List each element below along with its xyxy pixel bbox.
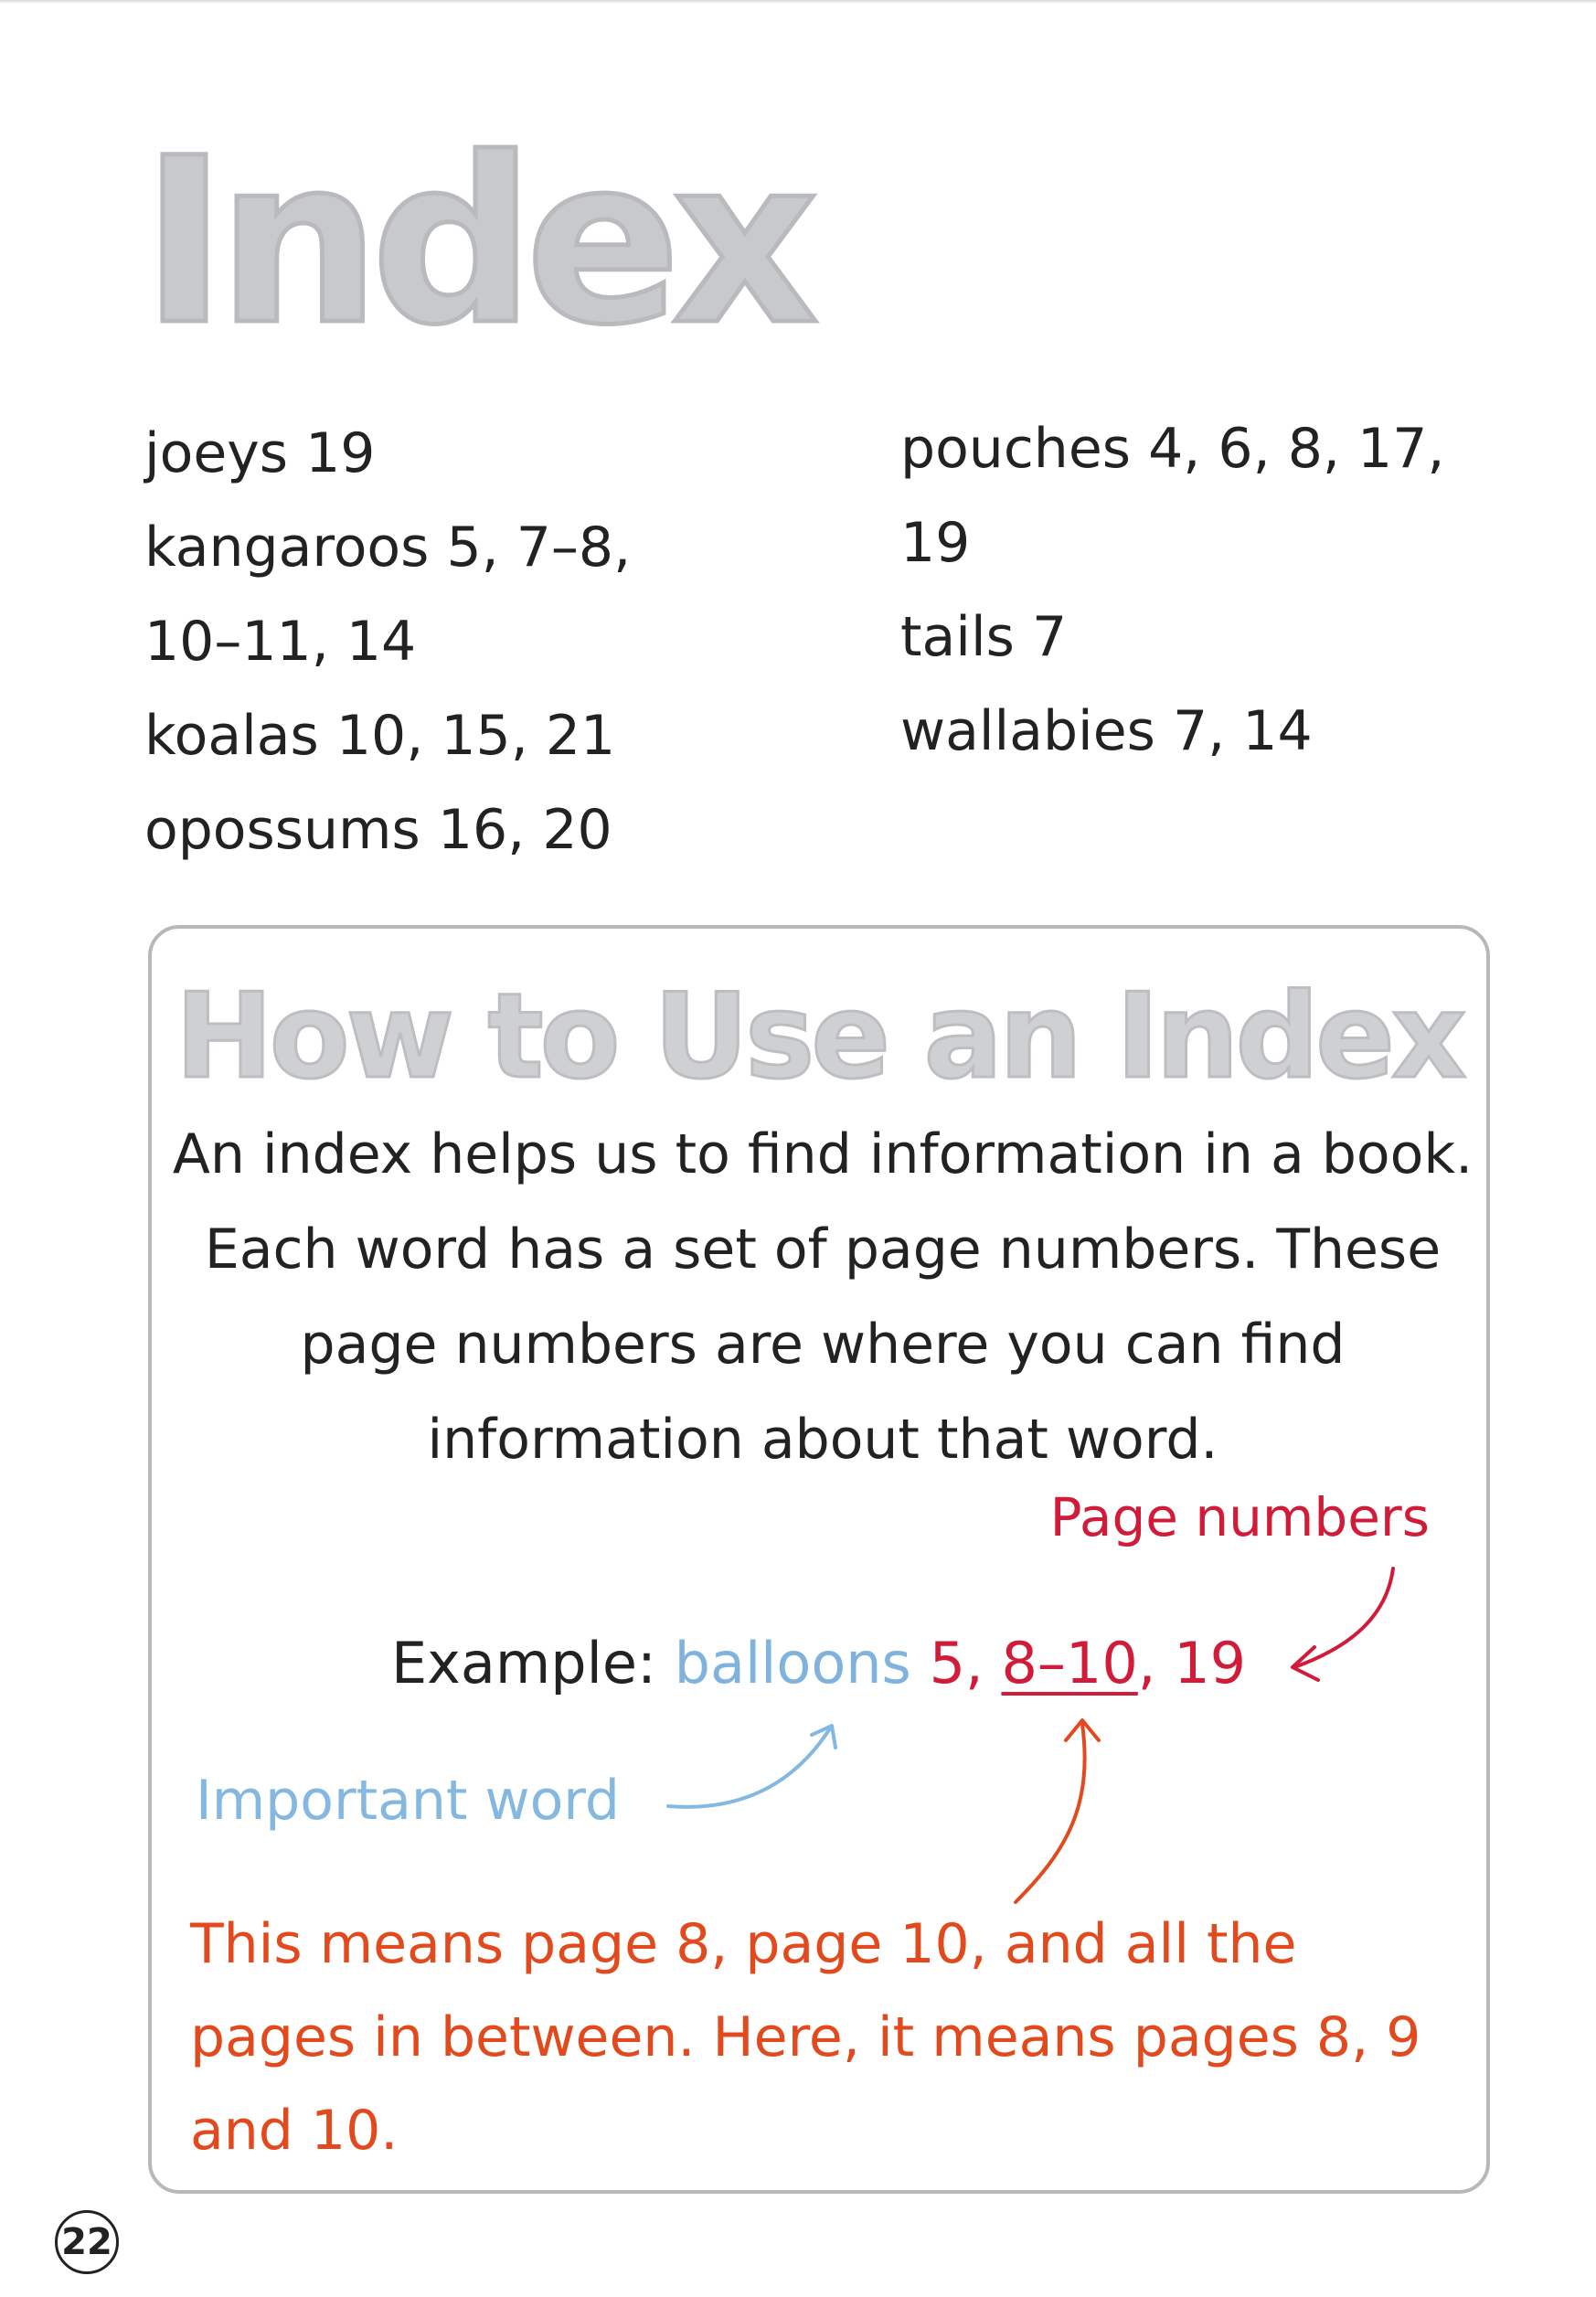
annotation-arrows (152, 929, 1494, 2197)
example-important-word: balloons (674, 1630, 911, 1696)
index-entry: wallabies 7, 14 (900, 699, 1313, 763)
arrow-page-range-icon (1016, 1720, 1099, 1902)
index-entry: joeys 19 (144, 421, 376, 485)
box-heading: How to Use an Index (175, 969, 1463, 1105)
index-column-left (144, 407, 784, 877)
arrow-important-word-icon (668, 1726, 835, 1807)
index-entry: 10–11, 14 (144, 610, 417, 674)
page-numbers-label: Page numbers (1049, 1486, 1430, 1548)
index-entry: opossums 16, 20 (144, 798, 612, 862)
index-entry: kangaroos 5, 7–8, (144, 516, 632, 580)
page-title: Index (142, 109, 810, 375)
index-column-right (900, 402, 1522, 779)
example-page-number-tail: , 19 (1137, 1630, 1247, 1696)
arrow-page-numbers-icon (1293, 1569, 1393, 1680)
range-explanation: This means page 8, page 10, and all the pages in between. Here, it means pages 8, 9 and 10. (190, 1912, 1421, 2163)
example-page-range: 8–10 (1001, 1630, 1138, 1696)
box-body-text: An index helps us to find information in a book. Each word has a set of page numbers. These page numbers are where you can find information about that word. (172, 1122, 1474, 1472)
example-page-number: 5, (929, 1630, 984, 1696)
index-entry: koalas 10, 15, 21 (144, 704, 616, 768)
index-entry: pouches 4, 6, 8, 17, (900, 417, 1445, 481)
how-to-use-index-box (148, 925, 1490, 2194)
index-entry: tails 7 (900, 605, 1068, 669)
example-prefix: Example: (391, 1630, 656, 1696)
page-top-edge (0, 0, 1596, 4)
index-entry: 19 (900, 511, 971, 575)
page-number-badge: 22 (55, 2210, 119, 2274)
important-word-label: Important word (196, 1769, 621, 1833)
